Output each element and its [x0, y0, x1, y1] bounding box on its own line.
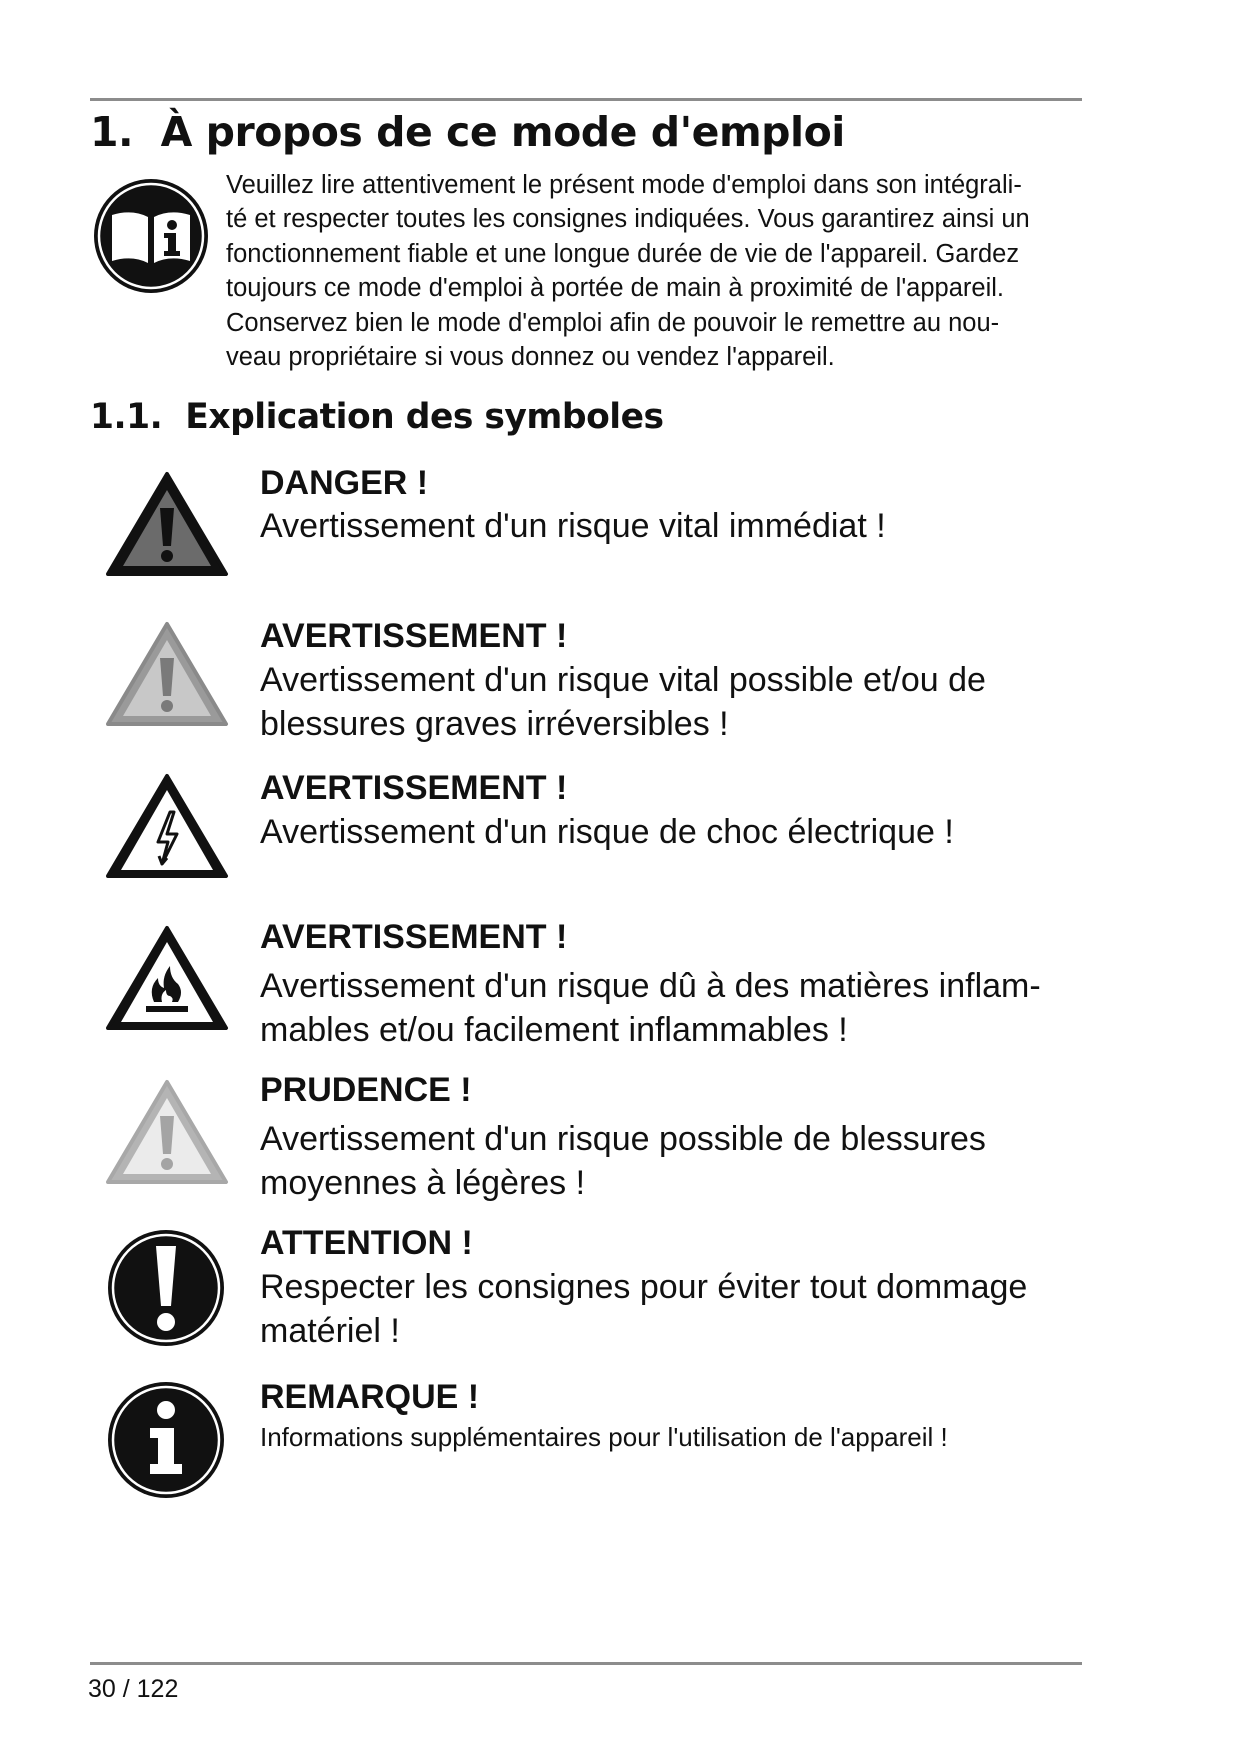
intro-line: fonctionnement fiable et une longue durée de vie de l'appareil. Gardez [226, 239, 1020, 268]
symbol-description-line: mables et/ou facilement inflammables ! [260, 1010, 848, 1049]
top-divider [90, 98, 1082, 101]
page-number: 30 / 122 [88, 1675, 179, 1703]
intro-line: Conservez bien le mode d'emploi afin de pouvoir le remettre au nou- [226, 308, 1000, 337]
symbol-description [260, 1420, 948, 1454]
intro-line: veau propriétaire si vous donnez ou vendez l'appareil. [226, 343, 835, 372]
subsection-title: Explication des symboles [185, 397, 664, 437]
intro-line: toujours ce mode d'emploi à portée de main à proximité de l'appareil. [226, 274, 1004, 303]
symbol-description [260, 505, 886, 549]
symbol-description [260, 965, 1041, 1052]
symbol-title: PRUDENCE ! [260, 1071, 472, 1109]
symbol-description-line: moyennes à légères ! [260, 1163, 586, 1202]
symbol-description-line: Avertissement d'un risque de choc électrique ! [260, 813, 954, 851]
bottom-divider [90, 1662, 1082, 1665]
electric-shock-icon [104, 770, 230, 882]
read-manual-icon [92, 177, 210, 295]
symbol-description [260, 811, 954, 855]
symbol-title: DANGER ! [260, 464, 429, 502]
symbol-description-line: Avertissement d'un risque vital possible et/ou de [260, 661, 986, 699]
caution-triangle-icon [104, 1076, 230, 1188]
symbol-title: AVERTISSEMENT ! [260, 769, 568, 807]
symbol-description-line: Avertissement d'un risque vital immédiat ! [260, 507, 886, 545]
symbol-title: REMARQUE ! [260, 1378, 480, 1416]
warning-triangle-icon [104, 618, 230, 730]
subsection-number: 1.1. [90, 397, 163, 437]
section-title: À propos de ce mode d'emploi [160, 108, 845, 156]
symbol-description [260, 659, 986, 746]
symbol-description [260, 1266, 1027, 1353]
symbol-title: AVERTISSEMENT ! [260, 918, 568, 956]
symbol-description-line: Informations supplémentaires pour l'utilisation de l'appareil ! [260, 1422, 948, 1452]
intro-paragraph [226, 168, 1086, 374]
symbol-description [260, 1118, 986, 1205]
subsection-heading [90, 392, 664, 442]
intro-line: Veuillez lire attentivement le présent mode d'emploi dans son intégrali- [226, 171, 1022, 199]
symbol-description-line: blessures graves irréversibles ! [260, 704, 729, 743]
flammable-icon [104, 922, 230, 1034]
symbol-description-line: Avertissement d'un risque possible de blessures [260, 1120, 986, 1158]
attention-exclamation-icon [106, 1228, 226, 1348]
info-icon [106, 1380, 226, 1500]
symbol-description-line: Avertissement d'un risque dû à des matières inflam- [260, 967, 1041, 1005]
danger-triangle-icon [104, 468, 230, 580]
symbol-title: AVERTISSEMENT ! [260, 617, 568, 655]
section-heading [90, 104, 845, 160]
symbol-title: ATTENTION ! [260, 1224, 473, 1262]
symbol-description-line: matériel ! [260, 1311, 400, 1350]
symbol-description-line: Respecter les consignes pour éviter tout dommage [260, 1268, 1028, 1306]
intro-line: té et respecter toutes les consignes indiquées. Vous garantirez ainsi un [226, 205, 1030, 234]
section-number: 1. [90, 108, 134, 156]
